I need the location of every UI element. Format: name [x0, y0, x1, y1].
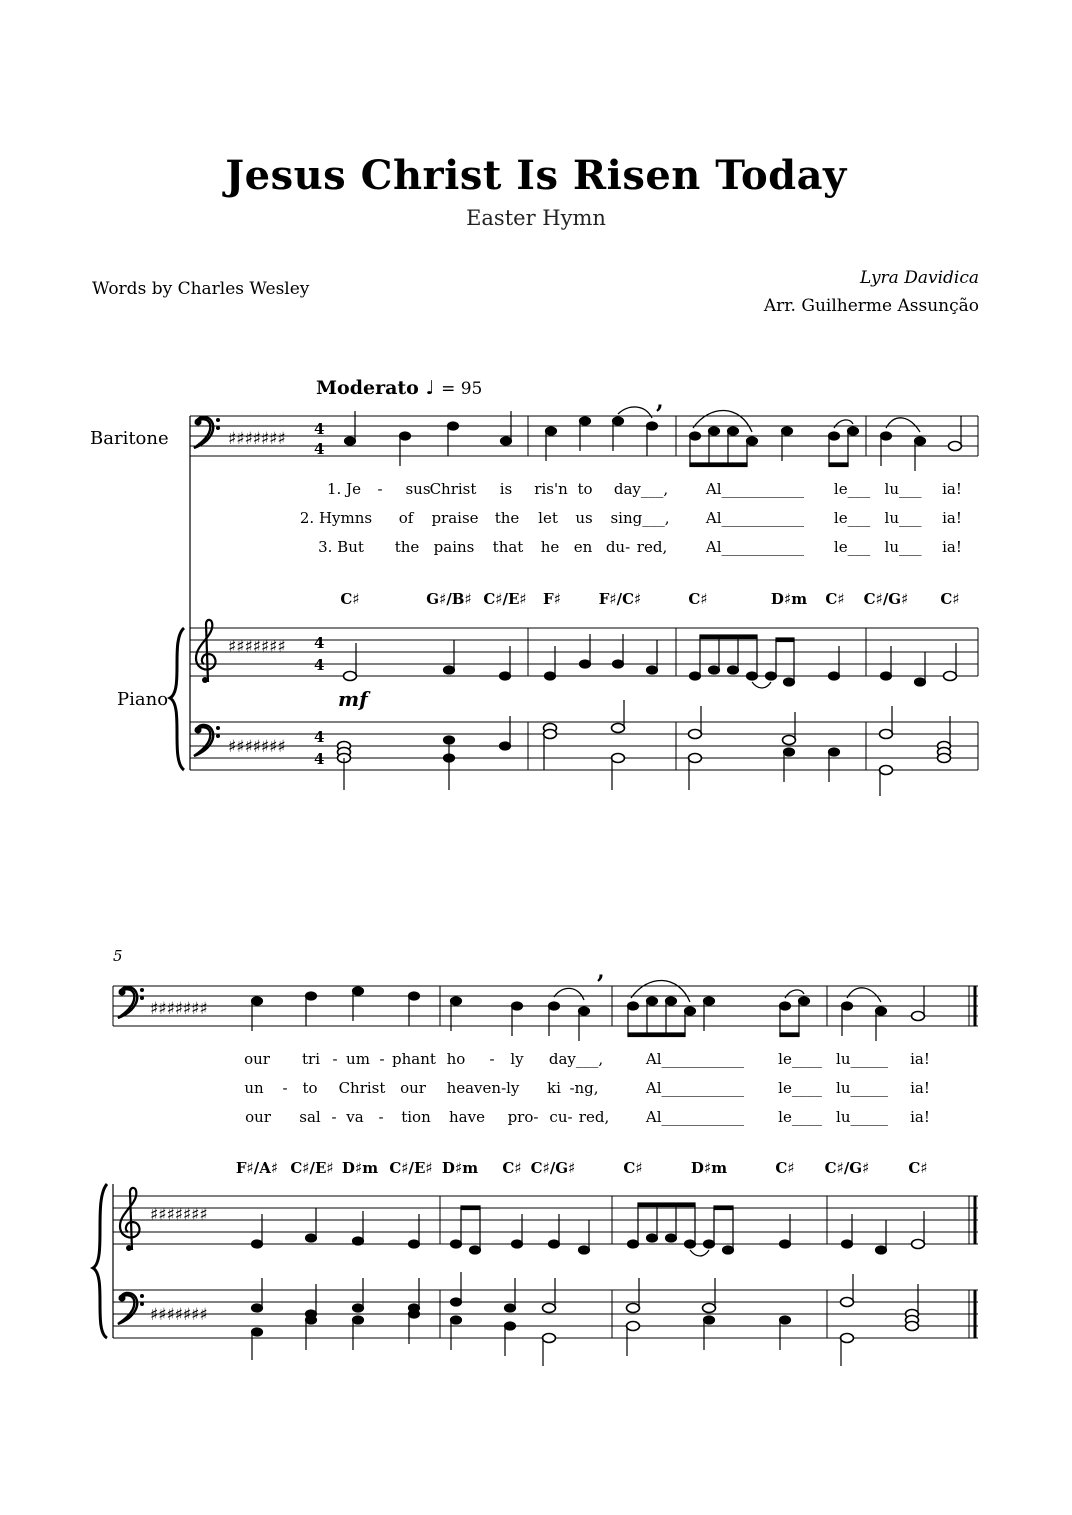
baritone-staff-system-1 — [190, 388, 978, 471]
syllable: le___ — [833, 509, 871, 527]
syllable: tri — [302, 1050, 320, 1068]
syllable: -ng, — [569, 1079, 599, 1097]
syllable: day___, — [613, 480, 669, 498]
chord-symbol: F♯ — [543, 590, 561, 608]
dynamic-marking: mf — [338, 687, 368, 711]
syllable: - — [379, 1050, 385, 1068]
syllable: Al___________ — [705, 480, 805, 498]
syllable: have — [449, 1108, 485, 1126]
chord-symbol: C♯ — [775, 1159, 795, 1177]
syllable: our — [245, 1108, 271, 1126]
chord-symbol: C♯ — [623, 1159, 643, 1177]
chord-symbol: F♯/C♯ — [598, 590, 642, 608]
syllable: le___ — [833, 538, 871, 556]
time-signature-denominator: 4 — [314, 440, 325, 458]
chord-symbol: C♯/E♯ — [483, 590, 527, 608]
tempo-bpm: = 95 — [441, 379, 483, 399]
syllable: phant — [392, 1050, 436, 1068]
measure-number: 5 — [113, 947, 123, 965]
chord-symbol: D♯m — [770, 590, 808, 608]
syllable: cu- — [549, 1108, 573, 1126]
piano-bass-staff-system-1 — [190, 700, 978, 796]
syllable: to — [302, 1079, 318, 1097]
syllable: praise — [431, 509, 479, 527]
syllable: Al___________ — [705, 538, 805, 556]
chord-symbol: C♯/E♯ — [389, 1159, 433, 1177]
time-signature-denominator: 4 — [314, 750, 325, 768]
time-signature-denominator: 4 — [314, 656, 325, 674]
syllable: is — [499, 480, 513, 498]
chord-symbol: C♯/E♯ — [290, 1159, 334, 1177]
syllable: ia! — [942, 509, 962, 527]
bass-clef-icon — [194, 417, 220, 448]
syllable: lu_____ — [836, 1108, 888, 1126]
syllable: lu___ — [884, 480, 922, 498]
syllable: Al___________ — [645, 1050, 745, 1068]
syllable: the — [494, 509, 520, 527]
syllable: sus — [405, 480, 431, 498]
syllable: va — [346, 1108, 364, 1126]
piano-treble-notes-system-1 — [344, 634, 957, 686]
syllable: um — [346, 1050, 370, 1068]
syllable: 2. Hymns — [299, 509, 373, 527]
syllable: 1. Je — [327, 480, 361, 498]
syllable: day___, — [548, 1050, 604, 1068]
piano-brace — [170, 628, 184, 770]
instrument-label-voice: Baritone — [90, 428, 169, 449]
arranger-credit: Arr. Guilherme Assunção — [763, 296, 979, 316]
key-signature: ♯♯♯♯♯♯♯ — [228, 637, 286, 657]
time-signature-numerator: 4 — [314, 728, 325, 746]
key-signature: ♯♯♯♯♯♯♯ — [150, 999, 208, 1019]
syllable: - — [282, 1079, 288, 1097]
syllable: red, — [578, 1108, 610, 1126]
syllable: - — [332, 1050, 338, 1068]
chord-symbol: C♯ — [340, 590, 360, 608]
chord-symbol: D♯m — [341, 1159, 379, 1177]
syllable: the — [394, 538, 420, 556]
syllable: 3. But — [318, 538, 364, 556]
syllable: ris'n — [534, 480, 568, 498]
chord-symbol: D♯m — [690, 1159, 728, 1177]
composer-credit: Lyra Davidica — [859, 268, 979, 288]
chord-symbol: C♯/G♯ — [530, 1159, 576, 1177]
syllable: ly — [510, 1050, 524, 1068]
syllable: ki — [547, 1079, 561, 1097]
chord-symbol: C♯ — [908, 1159, 928, 1177]
bass-clef-icon — [118, 987, 144, 1018]
baritone-staff-system-2 — [113, 958, 978, 1041]
quarter-note-icon: ♩ — [425, 377, 435, 399]
chord-symbol: C♯ — [502, 1159, 522, 1177]
syllable: of — [398, 509, 414, 527]
syllable: le____ — [778, 1079, 822, 1097]
piano-bass-notes-system-1 — [338, 700, 951, 796]
key-signature: ♯♯♯♯♯♯♯ — [228, 429, 286, 449]
syllable: Al___________ — [705, 509, 805, 527]
piano-bass-staff-system-2 — [113, 1272, 978, 1366]
breath-mark: , — [597, 958, 605, 984]
chord-symbol: G♯/B♯ — [426, 590, 472, 608]
syllable: ho — [446, 1050, 466, 1068]
syllable: to — [577, 480, 593, 498]
chord-symbol: D♯m — [441, 1159, 479, 1177]
key-signature: ♯♯♯♯♯♯♯ — [150, 1305, 208, 1325]
syllable: en — [573, 538, 593, 556]
syllable: our — [400, 1079, 426, 1097]
key-signature: ♯♯♯♯♯♯♯ — [150, 1205, 208, 1225]
piano-treble-staff-system-1 — [190, 620, 978, 688]
instrument-label-piano: Piano — [117, 689, 169, 710]
bass-clef-icon — [118, 1293, 144, 1324]
page-title: Jesus Christ Is Risen Today — [225, 152, 847, 199]
syllable: ia! — [910, 1108, 930, 1126]
syllable: that — [492, 538, 524, 556]
syllable: let — [538, 509, 558, 527]
syllable: us — [575, 509, 593, 527]
piano-treble-notes-system-2 — [252, 1203, 925, 1254]
syllable: lu_____ — [836, 1079, 888, 1097]
syllable: pro- — [507, 1108, 539, 1126]
syllable: pains — [433, 538, 475, 556]
syllable: ia! — [942, 480, 962, 498]
syllable: lu___ — [884, 538, 922, 556]
syllable: Christ — [338, 1079, 386, 1097]
lyricist-credit: Words by Charles Wesley — [92, 279, 310, 299]
syllable: lu_____ — [836, 1050, 888, 1068]
piano-treble-staff-system-2 — [113, 1188, 978, 1256]
syllable: - — [377, 480, 383, 498]
chord-symbol: C♯/G♯ — [863, 590, 909, 608]
baritone-notes-system-1 — [345, 411, 962, 471]
syllable: - — [331, 1108, 337, 1126]
treble-clef-icon — [120, 1188, 139, 1251]
syllable: Christ — [429, 480, 477, 498]
syllable: du- — [605, 538, 631, 556]
syllable: ia! — [910, 1050, 930, 1068]
syllable: sing___, — [610, 509, 670, 527]
tempo-text: Moderato — [316, 377, 419, 399]
syllable: ia! — [910, 1079, 930, 1097]
breath-mark: , — [656, 388, 664, 414]
bass-clef-icon — [194, 725, 220, 756]
chord-symbol: F♯/A♯ — [235, 1159, 279, 1177]
chord-symbol: C♯ — [940, 590, 960, 608]
chord-symbol: C♯/G♯ — [824, 1159, 870, 1177]
syllable: red, — [636, 538, 668, 556]
syllable: heaven-ly — [446, 1079, 520, 1097]
piano-bass-notes-system-2 — [252, 1272, 919, 1366]
syllable: le___ — [833, 480, 871, 498]
syllable: - — [489, 1050, 495, 1068]
treble-clef-icon — [196, 620, 215, 683]
key-signature: ♯♯♯♯♯♯♯ — [228, 737, 286, 757]
syllable: sal — [299, 1108, 321, 1126]
time-signature-numerator: 4 — [314, 634, 325, 652]
syllable: Al___________ — [645, 1079, 745, 1097]
syllable: Al___________ — [645, 1108, 745, 1126]
syllable: un — [244, 1079, 264, 1097]
syllable: lu___ — [884, 509, 922, 527]
syllable: ia! — [942, 538, 962, 556]
page-subtitle: Easter Hymn — [466, 206, 606, 230]
syllable: - — [378, 1108, 384, 1126]
syllable: tion — [401, 1108, 431, 1126]
time-signature-numerator: 4 — [314, 420, 325, 438]
chord-symbol: C♯ — [825, 590, 845, 608]
piano-brace — [93, 1184, 107, 1338]
syllable: our — [244, 1050, 270, 1068]
baritone-notes-system-2 — [252, 986, 925, 1041]
chord-symbol: C♯ — [688, 590, 708, 608]
syllable: le____ — [778, 1108, 822, 1126]
syllable: he — [540, 538, 560, 556]
syllable: le____ — [778, 1050, 822, 1068]
